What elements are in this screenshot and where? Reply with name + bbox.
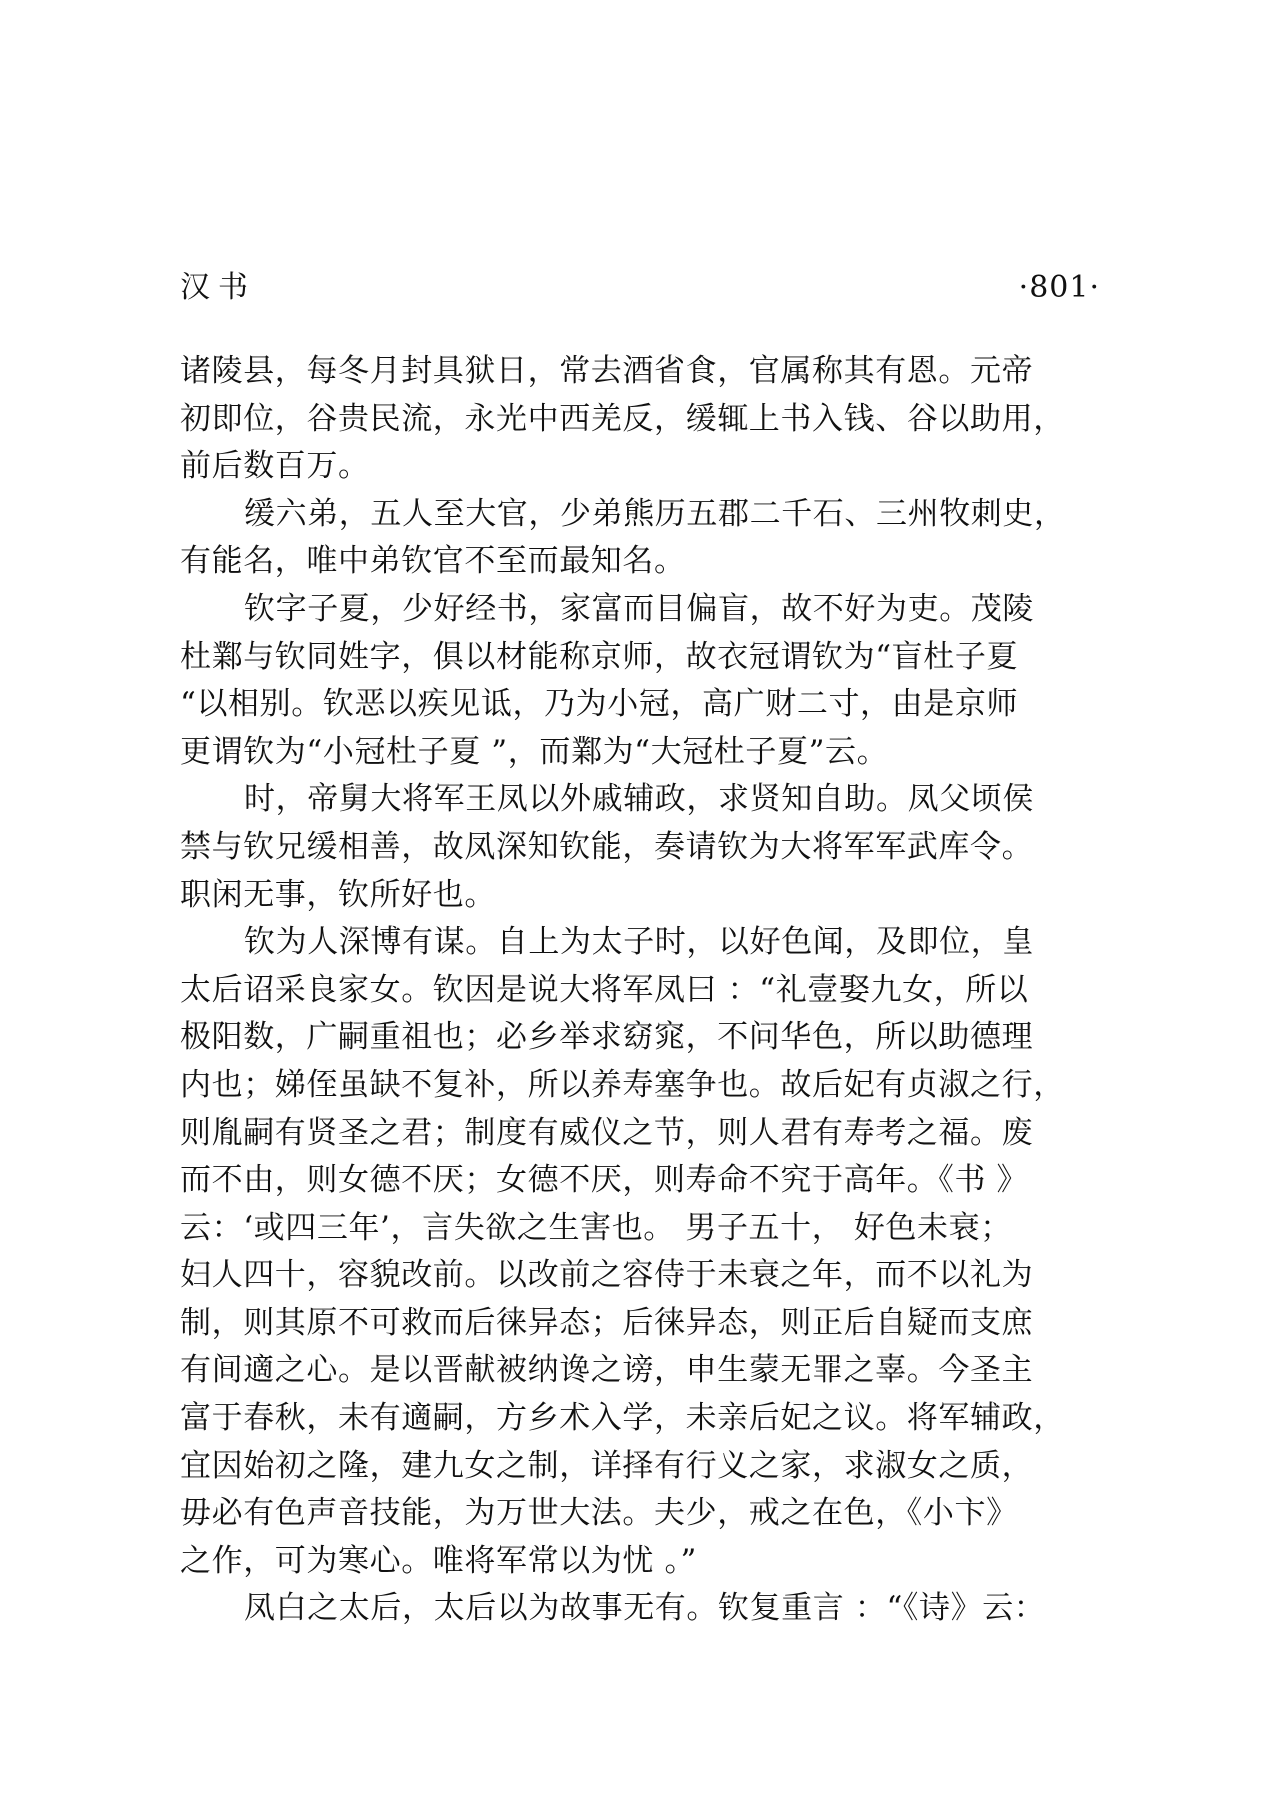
text-line: 富于春秋，未有適嗣，方乡术入学，未亲后妃之议。将军辅政， <box>180 1400 1065 1437</box>
book-title: 汉书 <box>180 270 256 305</box>
text-line: 职闲无事，钦所好也。 <box>180 876 496 913</box>
text-line: 之作，可为寒心。唯将军常以为忧 。” <box>180 1542 698 1579</box>
text-line: 内也；娣侄虽缺不复补，所以养寿塞争也。故后妃有贞淑之行， <box>180 1066 1065 1103</box>
text-line: 时，帝舅大将军王凤以外戚辅政，求贤知自助。凤父顷侯 <box>244 781 1034 818</box>
text-line: 制，则其原不可救而后徕异态；后徕异态，则正后自疑而支庶 <box>180 1304 1034 1341</box>
text-line: 禁与钦兄缓相善，故凤深知钦能，奏请钦为大将军军武库令。 <box>180 828 1034 865</box>
text-line: 杜鄴与钦同姓字，俱以材能称京师，故衣冠谓钦为“盲杜子夏 <box>180 638 1019 675</box>
page-header <box>180 268 1100 312</box>
text-line: 宜因始初之隆，建九女之制，详择有行义之家，求淑女之质， <box>180 1447 1034 1484</box>
text-line: 而不由，则女德不厌；女德不厌，则寿命不究于高年。《书 》 <box>180 1162 1029 1199</box>
body-text <box>180 348 1090 1633</box>
text-line: 有间適之心。是以晋献被纳谗之谤，申生蒙无罪之辜。今圣主 <box>180 1352 1034 1389</box>
text-line: “以相别。钦恶以疾见诋，乃为小冠，高广财二寸，由是京师 <box>180 686 1019 723</box>
text-line: 妇人四十，容貌改前。以改前之容侍于未衰之年，而不以礼为 <box>180 1257 1034 1294</box>
text-line: 钦为人深博有谋。自上为太子时，以好色闻，及即位，皇 <box>244 924 1034 961</box>
text-line: 凤白之太后，太后以为故事无有。钦复重言 ：“《诗》云： <box>244 1590 1046 1627</box>
text-line: 缓六弟，五人至大官，少弟熊历五郡二千石、三州牧刺史， <box>244 495 1066 532</box>
text-line: 有能名，唯中弟钦官不至而最知名。 <box>180 543 686 580</box>
text-line: 前后数百万。 <box>180 448 370 485</box>
text-line: 初即位，谷贵民流，永光中西羌反，缓辄上书入钱、谷以助用， <box>180 400 1065 437</box>
text-line: 云：‘或四三年’，言失欲之生害也。 男子五十， 好色未衰； <box>180 1209 1012 1246</box>
text-line: 极阳数，广嗣重祖也；必乡举求窈窕，不问华色，所以助德理 <box>180 1019 1034 1056</box>
text-line: 更谓钦为“小冠杜子夏 ”，而鄴为“大冠杜子夏”云。 <box>180 733 889 770</box>
page-number: ·801· <box>1018 270 1100 305</box>
text-line: 诸陵县，每冬月封具狱日，常去酒省食，官属称其有恩。元帝 <box>180 353 1034 389</box>
text-line: 毋必有色声音技能，为万世大法。夫少，戒之在色，《小卞》 <box>180 1495 1018 1532</box>
text-line: 则胤嗣有贤圣之君；制度有威仪之节，则人君有寿考之福。废 <box>180 1114 1034 1151</box>
text-line: 太后诏采良家女。钦因是说大将军凤曰 ：“礼壹娶九女，所以 <box>180 971 1029 1008</box>
text-line: 钦字子夏，少好经书，家富而目偏盲，故不好为吏。茂陵 <box>244 590 1034 627</box>
